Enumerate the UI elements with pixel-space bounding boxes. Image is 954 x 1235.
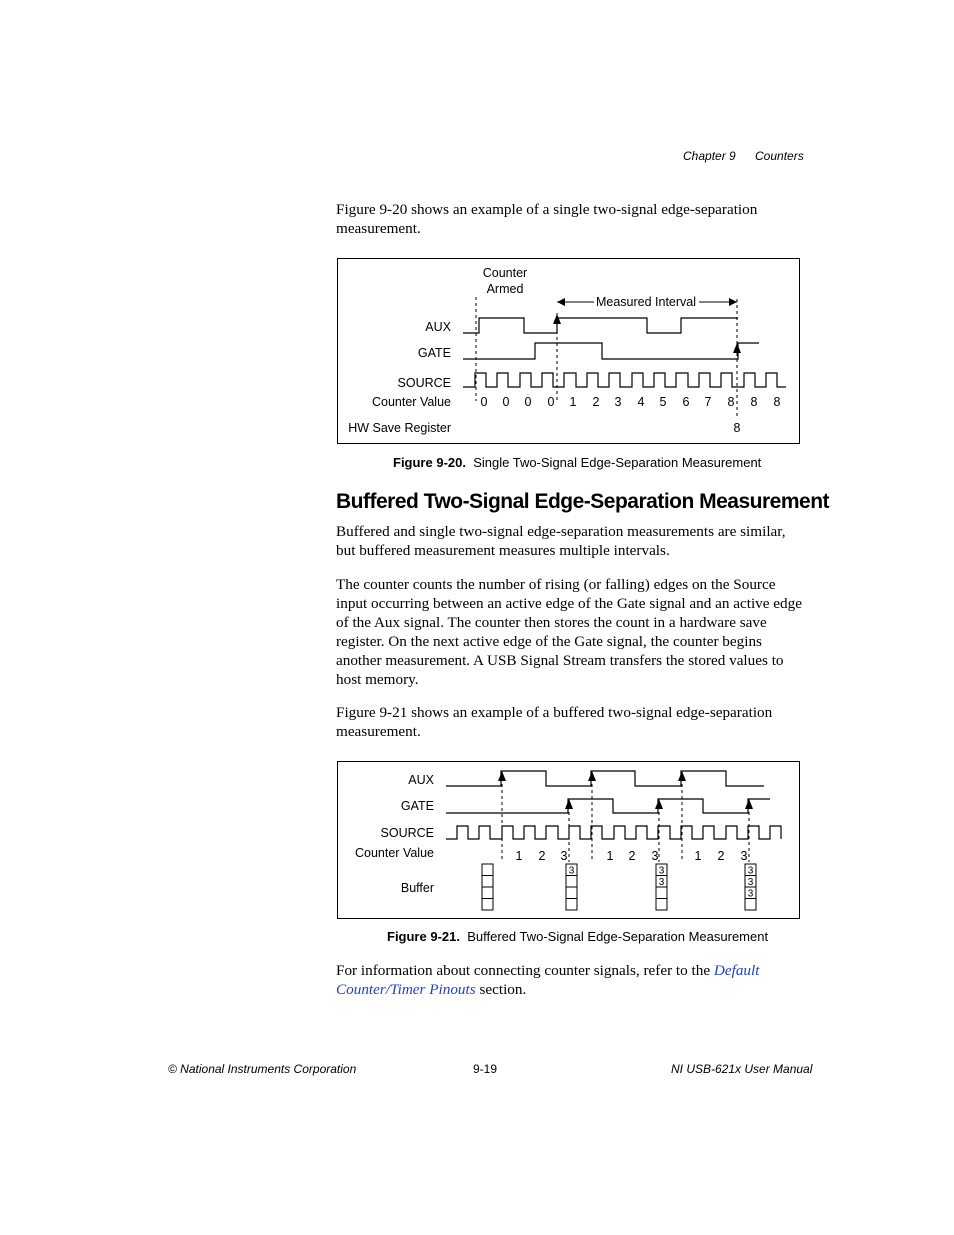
counter-value: 6: [682, 395, 690, 409]
counter-value: 5: [659, 395, 667, 409]
source-waveform: [463, 373, 786, 387]
buffer-2: [566, 864, 577, 910]
counter-value: 2: [538, 849, 546, 863]
figure-9-20-caption-text: Single Two-Signal Edge-Separation Measurement: [473, 455, 762, 470]
figure-9-20-caption: [393, 455, 761, 470]
buffer-value: 3: [747, 865, 754, 877]
buffer-cell: [482, 887, 493, 899]
aux-active-edge-arrow: [588, 771, 596, 781]
aux-active-edge-arrow: [498, 771, 506, 781]
buffer-cell: [482, 899, 493, 911]
source-waveform: [446, 826, 781, 839]
counter-value: 2: [592, 395, 600, 409]
gate-label: GATE: [417, 346, 451, 360]
figure-9-21: [337, 761, 800, 919]
aux-active-edge-arrow: [678, 771, 686, 781]
default-counter-timer-pinouts-link[interactable]: Default Counter/Timer Pinouts: [336, 962, 760, 998]
counter-value: 1: [694, 849, 702, 863]
source-label: SOURCE: [397, 376, 451, 390]
counter-value: 8: [773, 395, 781, 409]
gate-waveform: [446, 799, 770, 813]
counter-value: 1: [569, 395, 577, 409]
figure-9-20: [337, 258, 800, 444]
body-paragraph-2: The counter counts the number of rising (or falling) edges on the Source input occurring between an active edge of the Gate signal and an active edge of the Aux signal. The counter then stores the count in a hardware save register. On the next active edge of the Gate signal, the counter begins another measurement. A USB Signal Stream transfers the stored values to host memory.: [336, 576, 802, 688]
figure-9-20-timing-diagram: [338, 259, 799, 443]
measured-interval-left-arrow: [557, 298, 565, 306]
counter-armed-label-1: Counter: [482, 266, 528, 280]
buffer-value: 3: [658, 877, 665, 888]
closing-text-after: section.: [475, 980, 527, 998]
counter-value-label: Counter Value: [372, 395, 451, 409]
figure-9-21-caption-label: Figure 9-21.: [387, 929, 460, 944]
counter-values: [516, 849, 748, 863]
buffer-cell: [745, 899, 756, 911]
counter-value: 3: [651, 849, 659, 863]
buffer-cell: [482, 876, 493, 888]
counter-value: 2: [628, 849, 636, 863]
buffer-value: 3: [747, 888, 754, 900]
aux-label: AUX: [425, 320, 451, 334]
counter-value: 7: [704, 395, 712, 409]
counter-value: 0: [547, 395, 555, 409]
intro-paragraph: Figure 9-20 shows an example of a single two-signal edge-separation measurement.: [336, 201, 758, 237]
running-head-section: Counters: [755, 149, 804, 163]
counter-armed-label-2: Armed: [486, 282, 524, 296]
gate-active-edge-arrow: [733, 343, 741, 353]
figure-9-21-caption-text: Buffered Two-Signal Edge-Separation Measurement: [467, 929, 769, 944]
counter-value: 1: [606, 849, 614, 863]
buffer-1: [482, 864, 493, 910]
buffer-value: 3: [568, 865, 575, 877]
buffer-3: [656, 864, 667, 910]
footer-right: NI USB-621x User Manual: [671, 1062, 813, 1076]
section-heading: Buffered Two-Signal Edge-Separation Measurement: [336, 490, 830, 513]
counter-value: 0: [480, 395, 488, 409]
counter-value: 3: [740, 849, 748, 863]
buffer-cell: [566, 899, 577, 911]
counter-value: 0: [502, 395, 510, 409]
counter-value: 8: [750, 395, 758, 409]
counter-values: [481, 395, 781, 409]
aux-active-edge-arrow: [553, 314, 561, 324]
gate-active-edge-arrow: [655, 799, 663, 809]
buffer-value: 3: [658, 865, 665, 877]
buffer-cell: [656, 899, 667, 911]
counter-value: 1: [515, 849, 523, 863]
body-paragraph-1: Buffered and single two-signal edge-separation measurements are similar, but buffered measurement measures multiple intervals.: [336, 523, 786, 559]
running-head-chapter: Chapter 9: [683, 149, 736, 163]
buffer-cell: [656, 887, 667, 899]
counter-value: 3: [560, 849, 568, 863]
aux-label: AUX: [408, 773, 434, 787]
counter-value: 0: [524, 395, 532, 409]
counter-value: 4: [637, 395, 645, 409]
hw-save-register-value: 8: [733, 421, 741, 435]
figure-9-21-caption: [387, 929, 768, 944]
measured-interval-right-arrow: [729, 298, 737, 306]
closing-text-before: For information about connecting counter signals, refer to the: [336, 962, 714, 979]
counter-value-label: Counter Value: [355, 846, 434, 860]
figure-9-21-timing-diagram: [338, 762, 799, 918]
aux-waveform: [463, 318, 738, 333]
buffer-4: [745, 864, 756, 910]
counter-value: 3: [614, 395, 622, 409]
gate-active-edge-arrow: [745, 799, 753, 809]
counter-value: 2: [717, 849, 725, 863]
source-label: SOURCE: [380, 826, 434, 840]
closing-paragraph: [336, 962, 806, 1000]
footer-left: © National Instruments Corporation: [168, 1062, 357, 1076]
hw-save-register-label: HW Save Register: [348, 421, 451, 435]
gate-waveform: [463, 343, 759, 359]
figure-9-20-caption-label: Figure 9-20.: [393, 455, 466, 470]
aux-waveform: [446, 771, 764, 786]
buffer-value: 3: [747, 877, 754, 888]
buffer-cell: [482, 864, 493, 876]
buffer-cell: [566, 876, 577, 888]
measured-interval-label: Measured Interval: [595, 295, 697, 309]
footer-page-number: 9-19: [473, 1062, 498, 1076]
buffer-label: Buffer: [400, 881, 434, 895]
gate-label: GATE: [400, 799, 434, 813]
body-paragraph-3: Figure 9-21 shows an example of a buffered two-signal edge-separation measurement.: [336, 704, 773, 740]
gate-active-edge-arrow: [565, 799, 573, 809]
buffer-cell: [566, 887, 577, 899]
counter-value: 8: [727, 395, 735, 409]
